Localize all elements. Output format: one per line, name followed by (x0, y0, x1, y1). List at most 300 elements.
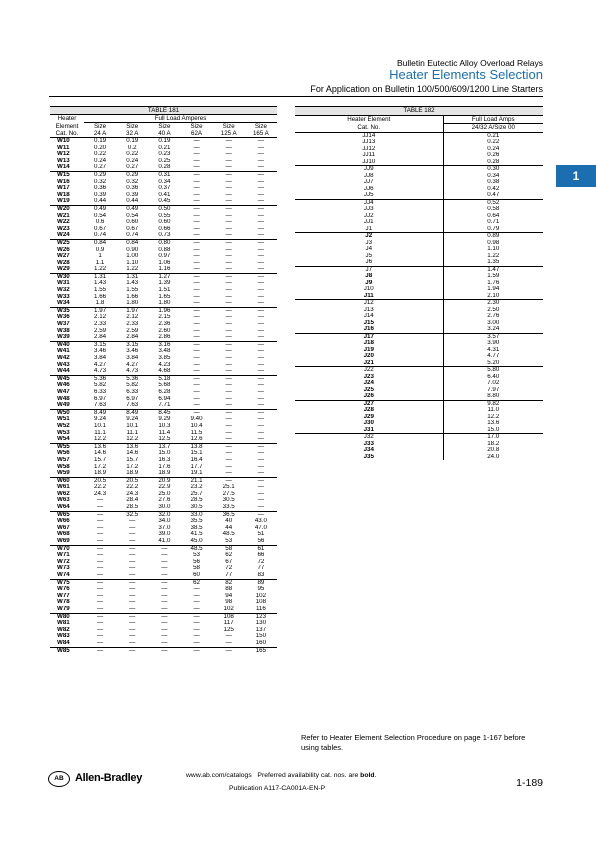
heater-cat-no: J17 (363, 333, 374, 340)
amp-value: 0.32 (94, 178, 107, 185)
amp-value: — (193, 388, 200, 395)
table-row (50, 504, 277, 511)
col-heater-3: Cat. No. (50, 130, 84, 138)
amp-value: 1.55 (94, 287, 107, 294)
amp-value: — (84, 538, 116, 545)
table-row (50, 260, 277, 267)
amp-value: — (84, 606, 116, 613)
amp-value: — (225, 327, 232, 334)
heater-cat-no: JJ11 (362, 152, 376, 158)
amp-value: 1.97 (94, 307, 107, 314)
heater-cat-no: JJ10 (295, 159, 443, 166)
table-row (50, 497, 277, 504)
amp-value: 18.2 (443, 441, 543, 448)
amp-value: 0.45 (148, 198, 180, 205)
amp-value: 0.28 (443, 159, 543, 166)
amp-value: — (257, 157, 264, 164)
amp-value: 3.00 (443, 320, 543, 327)
amp-value: — (129, 586, 136, 593)
heater-cat-no: W26 (57, 246, 70, 253)
amp-value: 0.28 (148, 164, 180, 171)
amp-value: — (257, 191, 264, 198)
amp-value: — (193, 348, 200, 355)
amp-value: 3.16 (158, 341, 171, 348)
allen-bradley-logo (48, 770, 203, 788)
heater-cat-no: W80 (57, 613, 70, 620)
amp-value: — (193, 647, 200, 654)
table-row (50, 613, 277, 620)
amp-value: — (245, 436, 277, 443)
heater-cat-no: J6 (295, 259, 443, 266)
amp-value: — (257, 273, 264, 280)
heater-cat-no: JJ12 (362, 145, 376, 152)
heater-cat-no: W43 (57, 361, 70, 368)
heater-cat-no: J16 (295, 326, 443, 333)
amp-value: — (225, 450, 232, 457)
amp-value: 48.5 (222, 531, 235, 538)
amp-value: 5.20 (443, 360, 543, 367)
amp-value: 94 (225, 592, 233, 599)
table-row (50, 300, 277, 307)
amp-value: — (225, 219, 232, 226)
amp-value: 2.86 (148, 334, 180, 341)
amp-value: 8.80 (443, 393, 543, 400)
table-row (50, 511, 277, 518)
table-row (50, 545, 277, 552)
amp-value: 1.66 (94, 293, 107, 300)
amp-value: 1.43 (126, 280, 139, 287)
amp-value: 48.5 (190, 545, 203, 552)
table-row (295, 226, 543, 233)
heater-cat-no: W51 (57, 416, 70, 423)
table-row (50, 640, 277, 647)
heater-cat-no: W72 (57, 558, 70, 565)
amp-value: 8.49 (126, 409, 139, 416)
amp-value: 2.30 (443, 300, 543, 307)
amp-value: 0.58 (443, 206, 543, 213)
amp-value: 0.20 (94, 144, 107, 151)
amp-value: 7.63 (116, 402, 148, 409)
heater-cat-no: JJ2 (363, 212, 374, 219)
amp-value: — (129, 558, 136, 565)
amp-value: — (257, 490, 264, 497)
amp-value: 5.68 (158, 382, 171, 389)
table-row (50, 430, 277, 437)
amp-value: 0.19 (94, 137, 107, 144)
heater-cat-no: J1 (295, 226, 443, 233)
col-size-amps: 125 A (213, 130, 245, 138)
amp-value: 47.0 (254, 524, 267, 531)
amp-value: 4.68 (148, 368, 180, 375)
amp-value: — (225, 321, 232, 328)
heater-cat-no: J5 (365, 252, 373, 259)
amp-value: 62 (193, 579, 200, 586)
amp-value: — (225, 416, 232, 423)
amp-value: — (96, 545, 104, 552)
amp-value: — (225, 647, 232, 654)
amp-value: — (161, 565, 168, 572)
heater-cat-no: J15 (363, 319, 374, 326)
heater-cat-no: W31 (57, 280, 70, 287)
table-row (50, 205, 277, 212)
heater-cat-no: J9 (365, 279, 373, 286)
amp-value: 0.55 (158, 212, 171, 219)
heater-cat-no: W83 (57, 633, 70, 640)
page-title: Heater Elements Selection (389, 67, 543, 82)
amp-value: — (129, 531, 136, 538)
amp-value: 0.60 (158, 219, 171, 226)
amp-value: 89 (257, 579, 265, 586)
amp-value: 7.97 (443, 387, 543, 394)
heater-cat-no: J24 (363, 380, 374, 386)
amp-value: 15.7 (126, 456, 139, 463)
amp-value: — (213, 266, 245, 273)
table-row (50, 321, 277, 328)
amp-value: — (257, 511, 264, 518)
amp-value: — (96, 613, 104, 620)
heater-cat-no: J26 (295, 393, 443, 400)
amp-value: 0.60 (126, 219, 139, 226)
amp-value: 1.10 (126, 259, 139, 266)
table-row (50, 314, 277, 321)
table-row (50, 280, 277, 287)
amp-value: 77 (257, 565, 265, 572)
amp-value: 1.55 (126, 287, 139, 294)
heater-cat-no: W39 (50, 334, 84, 341)
amp-value: — (193, 327, 200, 334)
amp-value: 0.89 (443, 233, 543, 240)
heater-cat-no: W36 (57, 314, 70, 321)
amp-value: 56 (245, 538, 277, 545)
amp-value: 0.6 (95, 219, 105, 226)
amp-value: 137 (255, 626, 267, 633)
selection-note: Refer to Heater Element Selection Procedure on page 1-167 before using tables. (301, 733, 526, 752)
amp-value: 28.5 (190, 497, 203, 504)
amp-value: 12.2 (84, 436, 116, 443)
heater-cat-no: W76 (57, 586, 70, 593)
amp-value: 6.97 (94, 395, 107, 402)
amp-value: — (129, 633, 136, 640)
catalog-link[interactable]: www.ab.com/catalogs (186, 772, 252, 779)
heater-cat-no: W53 (57, 429, 70, 436)
amp-value: — (129, 613, 136, 620)
amp-value: — (257, 321, 264, 328)
heater-cat-no: JJ8 (363, 172, 374, 179)
amp-value: — (225, 253, 232, 260)
amp-value: 43.0 (254, 518, 267, 525)
amp-value: — (129, 518, 136, 525)
amp-value: — (96, 531, 104, 538)
heater-cat-no: W71 (57, 552, 70, 559)
amp-value: — (193, 280, 200, 287)
table-row (295, 233, 543, 240)
amp-value: 32.0 (158, 511, 171, 518)
amp-value: 13.6 (443, 420, 543, 427)
table-row (295, 132, 543, 139)
amp-value: — (161, 599, 168, 606)
amp-value: — (225, 388, 232, 395)
amp-value: — (257, 239, 264, 246)
amp-value: 18.9 (116, 470, 148, 477)
amp-value: 1.1 (95, 259, 105, 266)
section-tab: 1 (556, 165, 596, 187)
amp-value: — (180, 402, 212, 409)
heater-cat-no: W50 (57, 409, 70, 416)
amp-value: — (116, 538, 148, 545)
amp-value: 1.06 (158, 259, 171, 266)
col-heater-element: Heater Element (347, 115, 391, 123)
amp-value: — (193, 321, 200, 328)
amp-value: — (225, 314, 232, 321)
table-row (295, 266, 543, 273)
amp-value: 3.57 (443, 333, 543, 340)
heater-cat-no: J29 (363, 413, 374, 420)
amp-value: 0.47 (443, 192, 543, 199)
amp-value: — (213, 232, 245, 239)
amp-value: 1.59 (443, 273, 543, 280)
amp-value: 83 (245, 572, 277, 579)
amp-value: — (161, 647, 168, 654)
amp-value: — (129, 524, 136, 531)
table-row (50, 151, 277, 158)
amp-value: 2.12 (94, 314, 107, 321)
amp-value: 1.80 (116, 300, 148, 307)
amp-value: — (225, 395, 232, 402)
amp-value: 18.9 (84, 470, 116, 477)
amp-value: — (193, 375, 200, 382)
amp-value: — (96, 518, 104, 525)
col-size-label: Size (190, 123, 203, 130)
col-heater-2: Element (55, 122, 79, 130)
heater-cat-no: J8 (365, 273, 373, 279)
heater-cat-no: W21 (57, 212, 70, 219)
amp-value: 7.71 (148, 402, 180, 409)
table-row (50, 307, 277, 314)
amp-value: 60 (180, 572, 212, 579)
table-row (50, 396, 277, 403)
amp-value: — (161, 579, 168, 586)
amp-value: — (225, 409, 232, 416)
amp-value: 0.29 (94, 171, 107, 178)
amp-value: 2.10 (443, 293, 543, 300)
amp-value: 0.2 (127, 144, 137, 151)
table-row (50, 416, 277, 423)
amp-value: 4.27 (94, 361, 107, 368)
amp-value: 17.0 (443, 434, 543, 441)
amp-value: 1.65 (158, 293, 171, 300)
amp-value: 1.66 (126, 293, 139, 300)
amp-value: 21.1 (190, 477, 203, 484)
header-series: Bulletin Eutectic Alloy Overload Relays (397, 58, 543, 68)
amp-value: — (193, 273, 200, 280)
amp-value: — (193, 137, 200, 144)
amp-value: 27.6 (158, 497, 171, 504)
amp-value: 82 (225, 579, 233, 586)
amp-value: 0.80 (158, 239, 171, 246)
amp-value: — (213, 164, 245, 171)
amp-value: — (129, 620, 136, 627)
amp-value: — (257, 185, 264, 192)
heater-cat-no: JJ13 (362, 139, 376, 145)
amp-value: 10.4 (190, 422, 203, 429)
amp-value: 1.96 (158, 307, 171, 314)
amp-value: 1.31 (126, 273, 139, 280)
heater-cat-no: JJ5 (295, 192, 443, 199)
amp-value: 11.5 (190, 429, 203, 436)
amp-value: 45.0 (180, 538, 212, 545)
amp-value: 0.74 (116, 232, 148, 239)
heater-cat-no: W77 (57, 592, 70, 599)
amp-value: 53 (213, 538, 245, 545)
amp-value: — (245, 334, 277, 341)
amp-value: 10.1 (126, 422, 139, 429)
heater-cat-no: W23 (57, 225, 70, 232)
amp-value: — (225, 287, 232, 294)
amp-value: 116 (245, 606, 277, 613)
amp-value: 0.44 (84, 198, 116, 205)
heater-cat-no: W82 (57, 626, 70, 633)
amp-value: 18.9 (148, 470, 180, 477)
amp-value: — (225, 178, 232, 185)
amp-value: 33.0 (190, 511, 203, 518)
table-row (295, 427, 543, 434)
table-row (295, 434, 543, 441)
amp-value: 1.97 (126, 307, 139, 314)
heater-cat-no: W48 (57, 395, 70, 402)
table-row (50, 273, 277, 280)
amp-value: 0.67 (94, 225, 107, 232)
amp-value: 0.67 (126, 225, 139, 232)
heater-cat-no: W55 (57, 443, 70, 450)
logo-text: Allen-Bradley (75, 772, 143, 784)
amp-value: — (180, 300, 212, 307)
footer-line-1 (186, 772, 376, 779)
amp-value: 117 (223, 620, 234, 627)
heater-cat-no: W79 (50, 606, 84, 613)
table-row (295, 360, 543, 367)
amp-value: 9.40 (190, 416, 203, 423)
amp-value: 0.84 (126, 239, 139, 246)
amp-value: — (225, 382, 232, 389)
amp-value: — (225, 361, 232, 368)
amp-value: — (193, 355, 200, 361)
amp-value: 0.24 (443, 146, 543, 153)
amp-value: 1.22 (443, 253, 543, 260)
heater-cat-no: W30 (57, 273, 70, 280)
amp-value: 0.27 (116, 164, 148, 171)
heater-cat-no: W29 (50, 266, 84, 273)
col-size-amps: 32 A (116, 130, 148, 138)
heater-cat-no: W25 (57, 239, 70, 246)
amp-value: — (84, 572, 116, 579)
amp-value: — (193, 592, 200, 599)
amp-value: 20.5 (126, 477, 139, 484)
amp-value: — (161, 626, 168, 633)
amp-value: — (257, 307, 264, 314)
table-row (50, 457, 277, 464)
amp-value: 3.84 (126, 355, 139, 361)
amp-value: — (193, 157, 200, 164)
col-size-00: 24/32 A/Size 00 (443, 124, 543, 133)
table-row (50, 362, 277, 369)
amp-value: 4.73 (116, 368, 148, 375)
heater-cat-no: JJ1 (363, 219, 374, 225)
table-row (295, 400, 543, 407)
heater-cat-no: W74 (50, 572, 84, 579)
amp-value: 22.9 (158, 484, 171, 491)
heater-cat-no: JJ4 (363, 199, 374, 206)
table-row (50, 287, 277, 294)
amp-value: 0.97 (158, 253, 171, 260)
amp-value: 16.4 (190, 456, 203, 463)
amp-value: 6.94 (158, 395, 171, 402)
amp-value: — (225, 137, 232, 144)
amp-value: 3.24 (443, 326, 543, 333)
table-row (50, 375, 277, 382)
amp-value: 13.8 (190, 443, 203, 450)
publication-number: Publication A117-CA001A-EN-P (229, 785, 326, 792)
amp-value: — (257, 450, 264, 457)
amp-value: 9.29 (158, 416, 171, 423)
amp-value: — (225, 422, 232, 429)
col-size-label: Size (94, 123, 107, 130)
heater-cat-no: J31 (295, 427, 443, 434)
amp-value: 44 (225, 524, 233, 531)
amp-value: 4.77 (443, 353, 543, 360)
amp-value: — (96, 592, 104, 599)
amp-value: — (96, 497, 104, 504)
amp-value: — (257, 259, 264, 266)
amp-value: 12.2 (443, 414, 543, 421)
amp-value: 4.27 (126, 361, 139, 368)
heater-cat-no: W64 (50, 504, 84, 511)
amp-value: 10.1 (94, 422, 107, 429)
amp-value: 4.23 (158, 361, 171, 368)
table-182 (295, 106, 543, 460)
amp-value: — (225, 293, 232, 300)
header-rule (49, 96, 543, 97)
amp-value: 7.02 (443, 380, 543, 387)
heater-cat-no: J22 (363, 366, 374, 373)
amp-value: — (193, 178, 200, 185)
amp-value: 13.6 (126, 443, 139, 450)
amp-value: — (225, 144, 232, 151)
amp-value: 1.47 (443, 266, 543, 273)
table-row (50, 341, 277, 348)
heater-cat-no: J25 (363, 386, 374, 393)
amp-value: — (225, 212, 232, 219)
amp-value: — (245, 402, 277, 409)
table-row (50, 192, 277, 199)
table-row (50, 620, 277, 627)
amp-value: 2.84 (84, 334, 116, 341)
amp-value: — (161, 552, 168, 559)
amp-value: — (193, 626, 200, 633)
amp-value: — (129, 545, 136, 552)
amp-value: 1.31 (94, 273, 107, 280)
heater-cat-no: W61 (57, 484, 70, 491)
amp-value: — (257, 443, 264, 450)
table-row (50, 436, 277, 443)
amp-value: 0.34 (158, 178, 171, 185)
heater-cat-no: W24 (50, 232, 84, 239)
amp-value: — (193, 205, 200, 212)
table-row (295, 293, 543, 300)
amp-value: 5.82 (126, 382, 139, 389)
amp-value: — (116, 640, 148, 647)
amp-value: 6.40 (443, 374, 543, 381)
heater-cat-no: J19 (363, 346, 374, 353)
